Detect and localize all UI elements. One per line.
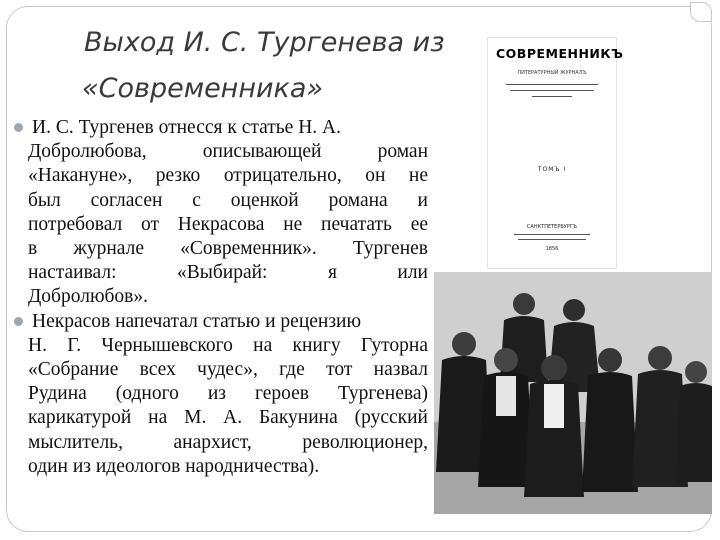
bullet-list [28,116,428,479]
cover-text-line [518,239,586,240]
bullet-line: Добролюбов». [28,286,149,308]
bullet-line: карикатурой на М. А. Бакунина (русский [28,407,428,429]
bullet-line: Некрасов напечатал статью и рецензию [32,310,362,332]
slide-title-line: «Современника» [82,73,324,104]
group-photo-image [434,272,712,514]
bullet-item [28,310,428,479]
cover-subtitle: ЛИТЕРАТУРНЫЙ ЖУРНАЛЪ [517,70,587,76]
bullet-dot-icon [14,317,23,326]
cover-year: 1856 [545,246,559,252]
bullet-line: настаивал: «Выбирай: я или [28,262,428,284]
bullet-line: в журнале «Современник». Тургенев [28,238,428,260]
cover-text-line [506,84,598,85]
cover-volume: ТОМЪ I [537,166,567,173]
journal-cover-image [488,38,624,268]
bullet-line: Н. Г. Чернышевского на книгу Гуторна [28,334,428,356]
cover-city: САНКТПЕТЕРБУРГЪ [526,224,578,230]
bullet-line: И. С. Тургенев отнесся к статье Н. А. [32,117,341,138]
cover-text-line [532,96,572,97]
bullet-line: «Накануне», резко отрицательно, он не [28,165,428,187]
bullet-line: один из идеологов народничества). [28,455,320,477]
group-photo-figures [434,272,712,514]
slide-title [84,20,484,112]
bullet-dot-icon [14,123,23,132]
bullet-line: мыслитель, анархист, революционер, [28,431,428,453]
bullet-line: потребовал от Некрасова не печатать ее [28,213,428,235]
bullet-line: Рудина (одного из героев Тургенева) [28,383,428,405]
slide-title-line: Выход И. С. Тургенева из [84,27,445,58]
cover-title: СОВРЕМЕННИКЪ [496,46,624,61]
slide-corner-tab [690,2,712,22]
bullet-item [28,116,428,310]
bullet-line: «Собрание всех чудес», где тот назвал [28,359,428,381]
cover-text-line [514,234,590,235]
cover-text-line [510,90,594,91]
bullet-line: Добролюбова, описывающей роман [28,141,428,163]
bullet-line: был согласен с оценкой романа и [28,189,428,211]
